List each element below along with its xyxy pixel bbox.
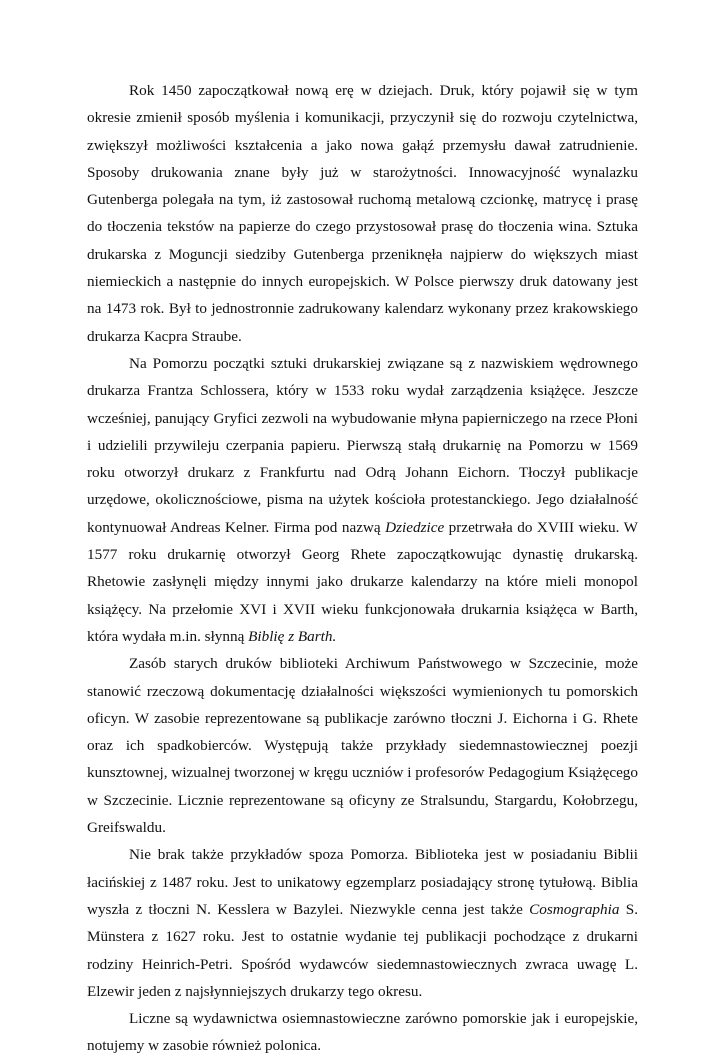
italic-title-dziedzice: Dziedzice [385,518,445,536]
paragraph-text: Zasób starych druków biblioteki Archiwum Państwowego w Szczecinie, może stanowić rzeczową dokumentację działalności większości wymienionych tu pomorskich oficyn. W zasobie reprezentowane są publikacje zarówno tłoczni J. Eichorna i G. Rhete oraz ich spadkobierców. Występują także przykłady siedemnastowiecznej poezji kunsztownej, wizualnej tworzonej w kręgu uczniów i profesorów Pedagogium Książęcego w Szczecinie. Licznie reprezentowane są oficyny ze Stralsundu, Stargardu, Kołobrzegu, Greifswaldu. [87,655,638,837]
paragraph-eighteenth-century [87,1005,638,1060]
paragraph-text: Nie brak także przykładów spoza Pomorza. Biblioteka jest w posiadaniu Biblii łacińskiej z 1487 roku. Jest to unikatowy egzemplarz posiadający stronę tytułową. Biblia wyszła z tłoczni N. Kesslera w Bazylei. Niezwykle cenna jest także [87,846,638,918]
paragraph-text: Liczne są wydawnictwa osiemnastowieczne zarówno pomorskie jak i europejskie, notujemy w zasobie również polonica. [87,1010,638,1055]
italic-title-cosmographia: Cosmographia [529,900,620,918]
italic-title-biblia-z-barth: Biblię z Barth. [248,627,337,645]
paragraph-archive-collection [87,650,638,841]
paragraph-text: Na Pomorzu początki sztuki drukarskiej związane są z nazwiskiem wędrownego drukarza Frantza Schlossera, który w 1533 roku wydał zarządzenia książęce. Jeszcze wcześniej, panujący Gryfici zezwoli na wybudowanie młyna papierniczego na rzece Płoni i udzielili przywileju czerpania papieru. Pierwszą stałą drukarnię na Pomorzu w 1569 roku otworzył drukarz z Frankfurtu nad Odrą Johann Eichorn. Tłoczył publikacje urzędowe, okolicznościowe, pisma na użytek kościoła protestanckiego. Jego działalność kontynuował Andreas Kelner. Firma pod nazwą [87,354,638,536]
paragraph-text: Rok 1450 zapoczątkował nową erę w dziejach. Druk, który pojawił się w tym okresie zmienił sposób myślenia i komunikacji, przyczynił się do rozwoju czytelnictwa, zwiększył możliwości kształcenia a jako nowa gałąź przemysłu dawał zatrudnienie. Sposoby drukowania znane były już w starożytności. Innowacyjność wynalazku Gutenberga polegała na tym, iż zastosował ruchomą metalową czcionkę, matrycę i prasę do tłoczenia tekstów na papierze do czego przystosował prasę do tłoczenia wina. Sztuka drukarska z Moguncji siedziby Gutenberga przeniknęła najpierw do większych miast niemieckich a następnie do innych europejskich. W Polsce pierwszy druk datowany jest na 1473 rok. Był to jednostronnie zadrukowany kalendarz wykonany przez krakowskiego drukarza Kacpra Straube. [87,82,638,345]
paragraph-text: S. Münstera z 1627 roku. Jest to ostatnie wydanie tej publikacji pochodzące z drukarni rodziny Heinrich-Petri. Spośród wydawców siedemnastowiecznych zwraca uwagę L. Elzewir jeden z najsłynniejszych drukarzy tego okresu. [87,900,638,1000]
paragraph-pomerania-printing [87,350,638,650]
document-page [87,77,638,1060]
paragraph-text: przetrwała do XVIII wieku. W 1577 roku drukarnię otworzył Georg Rhete zapoczątkowując dynastię drukarską. Rhetowie zasłynęli między innymi jako drukarze kalendarzy na które mieli monopol książęcy. Na przełomie XVI i XVII wieku funkcjonowała drukarnia książęca w Barth, która wydała m.in. słynną [87,518,638,645]
paragraph-printing-history [87,77,638,350]
paragraph-foreign-prints [87,841,638,1005]
